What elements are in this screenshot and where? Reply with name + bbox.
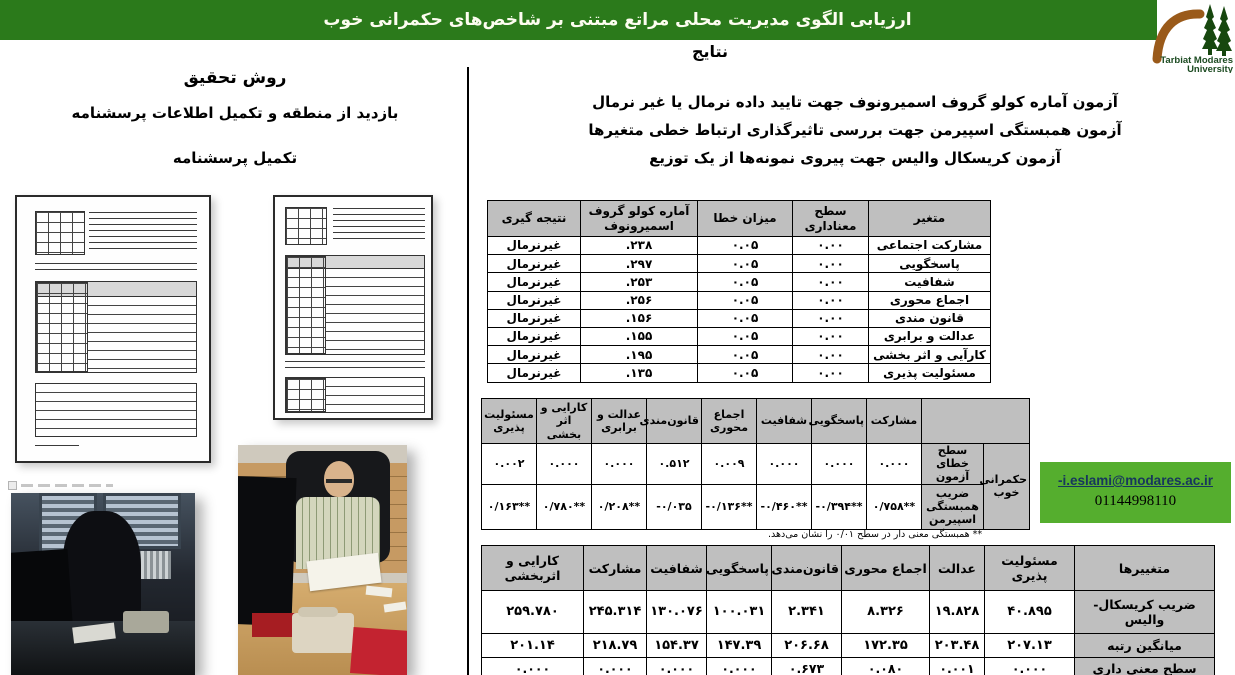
table-cell: ۰.۰۰: [793, 309, 869, 327]
table-row: [482, 444, 1030, 485]
spearman-table: [481, 398, 1030, 530]
scan-table: [35, 281, 197, 373]
table-cell: -۰/۳۹۴**: [812, 484, 867, 529]
tests-line-2: آزمون همبستگی اسپیرمن جهت بررسی تاثیرگذاری ارتباط خطی متغیرها: [588, 121, 1122, 139]
col-header: اجماع محوری: [702, 399, 757, 444]
col-header: اجماع محوری: [842, 546, 930, 591]
table-cell: ۰.۰۵: [698, 364, 793, 382]
table-row: [488, 327, 991, 345]
table-cell: ۰.۰۰: [793, 255, 869, 273]
table-cell: ۰.۰۰۰: [985, 658, 1075, 675]
table-cell: ۰.۰۵: [698, 255, 793, 273]
slide-title: ارزیابی الگوی مدیریت محلی مراتع مبتنی بر شاخص‌های حکمرانی خوب: [323, 10, 912, 30]
group-label-cell: حکمرانی خوب: [984, 444, 1030, 530]
table-cell: ۲۰۶.۶۸: [772, 634, 842, 658]
table-cell: غیرنرمال: [488, 291, 581, 309]
tests-description: [480, 88, 1230, 172]
table-cell: ۰.۰۵: [698, 346, 793, 364]
row-label-cell: سطح معنی داری: [1075, 658, 1215, 675]
scan-checkbox-grid: [285, 207, 327, 245]
table-cell: ۰.۰۰: [793, 346, 869, 364]
corner-cell: متغییرها: [1075, 546, 1215, 591]
table-row: [482, 634, 1215, 658]
table-cell: ۰.۰۵: [698, 273, 793, 291]
table-row: [488, 309, 991, 327]
col-header: عدالت و برابری: [592, 399, 647, 444]
scan-checkbox-grid: [35, 211, 85, 255]
method-line-1: بازدید از منطقه و تکمیل اطلاعات پرسشنامه: [71, 104, 399, 122]
col-header: پاسخگویی: [812, 399, 867, 444]
table-cell: .۱۵۵: [581, 327, 698, 345]
scan-table: [285, 377, 425, 413]
table-cell: .۱۳۵: [581, 364, 698, 382]
table-cell: .۲۳۸: [581, 237, 698, 255]
table-cell: ۰.۰۸۰: [842, 658, 930, 675]
tests-line-1: آزمون آماره کولو گروف اسمیرونوف جهت تایید داده نرمال یا غیر نرمال: [592, 93, 1118, 111]
table-cell: غیرنرمال: [488, 309, 581, 327]
table-cell: غیرنرمال: [488, 327, 581, 345]
scan-text-lines: [35, 263, 197, 275]
table-row: [488, 346, 991, 364]
tests-line-3: آزمون کریسکال والیس جهت پیروی نمونه‌ها از یک توزیع: [649, 149, 1061, 167]
table-cell: ۲۱۸.۷۹: [584, 634, 647, 658]
table-cell: .۲۵۳: [581, 273, 698, 291]
table-row: [488, 291, 991, 309]
table-cell: .۲۹۷: [581, 255, 698, 273]
col-header: میزان خطا: [698, 201, 793, 237]
table-cell: ۰.۰۰۰: [592, 444, 647, 485]
table-cell: ۰.۰۰۰: [757, 444, 812, 485]
table-row: [488, 255, 991, 273]
questionnaire-scan-1: [15, 195, 211, 463]
table-cell: ۲۰۱.۱۴: [482, 634, 584, 658]
table-cell: -۰/۱۳۶**: [702, 484, 757, 529]
corner-cell: [922, 399, 1030, 444]
row-label-cell: ضریب همبستگی اسپیرمن: [922, 484, 984, 529]
table-cell: ۰.۰۰۲: [482, 444, 537, 485]
table-row: [488, 237, 991, 255]
table-cell: ۰.۰۰۰: [867, 444, 922, 485]
table-cell: ۲۰۷.۱۳: [985, 634, 1075, 658]
table-cell: ۰.۰۰: [793, 273, 869, 291]
table-cell: ۱۳۰.۰۷۶: [647, 591, 707, 634]
col-header: پاسخگویی: [707, 546, 772, 591]
table-cell: ۲۵۹.۷۸۰: [482, 591, 584, 634]
scan-text-lines: [89, 212, 197, 254]
email-link[interactable]: -i.eslami@modares.ac.ir: [1058, 473, 1213, 488]
table-cell: ۰.۰۵: [698, 291, 793, 309]
table-cell: ۰.۰۰۰: [812, 444, 867, 485]
table-cell: ۰.۰۰: [793, 364, 869, 382]
table-cell: غیرنرمال: [488, 364, 581, 382]
table-cell: ۲۰۳.۴۸: [930, 634, 985, 658]
table-cell: .۲۵۶: [581, 291, 698, 309]
table-cell: کارآیی و اثر بخشی: [869, 346, 991, 364]
row-label-cell: ضریب کریسکال- والیس: [1075, 591, 1215, 634]
table-cell: غیرنرمال: [488, 273, 581, 291]
col-header: نتیجه گیری: [488, 201, 581, 237]
table-cell: شفافیت: [869, 273, 991, 291]
table-cell: ۰.۰۵: [698, 327, 793, 345]
table-cell: ۰/۷۸۰**: [537, 484, 592, 529]
table-cell: ۰.۶۷۳: [772, 658, 842, 675]
scan-table: [285, 255, 425, 355]
table-cell: اجماع محوری: [869, 291, 991, 309]
row-label-cell: سطح خطای آزمون: [922, 444, 984, 485]
table-cell: ۰/۷۵۸**: [867, 484, 922, 529]
col-header: کارایی و اثربخشی: [482, 546, 584, 591]
photo-woman-writing: [11, 493, 195, 675]
table-cell: ۰.۰۰۰: [707, 658, 772, 675]
table-cell: .۱۵۶: [581, 309, 698, 327]
table-cell: ۸.۳۲۶: [842, 591, 930, 634]
col-header: آماره کولو گروف اسمیرونوف: [581, 201, 698, 237]
table-cell: ۱۰۰.۰۳۱: [707, 591, 772, 634]
scan-footer-line: [35, 445, 79, 451]
table-cell: ۰.۰۰۰: [584, 658, 647, 675]
table-cell: ۰.۰۰۰: [647, 658, 707, 675]
table-cell: ۰.۰۰۹: [702, 444, 757, 485]
table-cell: ۰.۰۰۰: [537, 444, 592, 485]
col-header: قانون‌مندی: [772, 546, 842, 591]
col-header: مشارکت: [867, 399, 922, 444]
table-cell: پاسخگویی: [869, 255, 991, 273]
col-header: سطح معناداری: [793, 201, 869, 237]
results-heading: نتایج: [691, 42, 729, 61]
table-cell: غیرنرمال: [488, 237, 581, 255]
contact-box: [1040, 462, 1231, 523]
col-header: شفافیت: [647, 546, 707, 591]
table-cell: قانون مندی: [869, 309, 991, 327]
table-cell: عدالت و برابری: [869, 327, 991, 345]
table-cell: ۱۹.۸۲۸: [930, 591, 985, 634]
photo-man-desk: [238, 445, 407, 675]
col-header: عدالت: [930, 546, 985, 591]
method-line-2: تکمیل پرسشنامه: [172, 149, 298, 167]
col-header: مسئولیت پذیری: [985, 546, 1075, 591]
table-cell: ۰.۰۰۱: [930, 658, 985, 675]
picture-anchor-icon: [8, 481, 17, 490]
ks-table: [487, 200, 991, 383]
logo-text-line1: Tarbiat Modares: [1160, 55, 1233, 66]
telephone-handset: [298, 607, 338, 617]
significance-footnote: ** همبستگی معنی دار در سطح ۰/۰۱ را نشان می‌دهد.: [768, 529, 983, 540]
table-cell: ۰.۵۱۲: [647, 444, 702, 485]
eyeglasses: [326, 479, 352, 483]
scan-form-lines: [35, 383, 197, 437]
col-header: قانون‌مندی: [647, 399, 702, 444]
kruskal-table: [481, 545, 1215, 675]
table-cell: ۰.۰۰۰: [482, 658, 584, 675]
logo-trees-icon: [1202, 4, 1232, 56]
table-cell: ۰.۰۰: [793, 291, 869, 309]
table-cell: ۲.۳۴۱: [772, 591, 842, 634]
col-header: مسئولیت پذیری: [482, 399, 537, 444]
table-cell: غیرنرمال: [488, 346, 581, 364]
scan-text-lines: [285, 361, 425, 371]
table-cell: ۰/۲۰۸**: [592, 484, 647, 529]
questionnaire-scan-2: [273, 195, 433, 420]
phone-number: 01144998110: [1094, 493, 1177, 509]
table-cell: ۲۴۵.۳۱۴: [584, 591, 647, 634]
table-row: [488, 273, 991, 291]
logo-arch-icon: [1157, 14, 1200, 59]
table-cell: -۰/۴۶۰**: [757, 484, 812, 529]
table-cell: ۰.۰۵: [698, 237, 793, 255]
red-folder: [350, 627, 407, 675]
table-row: [488, 364, 991, 382]
logo-text-line2: University: [1187, 64, 1233, 73]
row-label-cell: میانگین رتبه: [1075, 634, 1215, 658]
table-cell: مشارکت اجتماعی: [869, 237, 991, 255]
method-heading: روش تحقیق: [183, 68, 287, 88]
table-row: [482, 484, 1030, 529]
col-header: شفافیت: [757, 399, 812, 444]
table-cell: ۴۰.۸۹۵: [985, 591, 1075, 634]
table-cell: ۰.۰۵: [698, 309, 793, 327]
telephone: [292, 613, 354, 653]
table-cell: مسئولیت پذیری: [869, 364, 991, 382]
computer-monitor: [238, 476, 297, 626]
table-cell: ۱۷۲.۳۵: [842, 634, 930, 658]
table-cell: ۰/۱۶۳**: [482, 484, 537, 529]
col-header: متغیر: [869, 201, 991, 237]
table-cell: ۱۴۷.۳۹: [707, 634, 772, 658]
col-header: کارایی و اثر بخشی: [537, 399, 592, 444]
table-row: [482, 658, 1215, 675]
table-cell: غیرنرمال: [488, 255, 581, 273]
table-row: [482, 591, 1215, 634]
scan-anchor-artifact: [8, 481, 116, 490]
table-cell: ۰.۰۰: [793, 237, 869, 255]
table-cell: ۰.۰۰: [793, 327, 869, 345]
scan-text-lines: [333, 208, 425, 244]
col-header: مشارکت: [584, 546, 647, 591]
table-cell: -۰/۰۳۵: [647, 484, 702, 529]
telephone: [123, 611, 169, 633]
tarbiat-modares-university-logo: [1150, 1, 1234, 73]
table-cell: ۱۵۴.۳۷: [647, 634, 707, 658]
table-cell: .۱۹۵: [581, 346, 698, 364]
